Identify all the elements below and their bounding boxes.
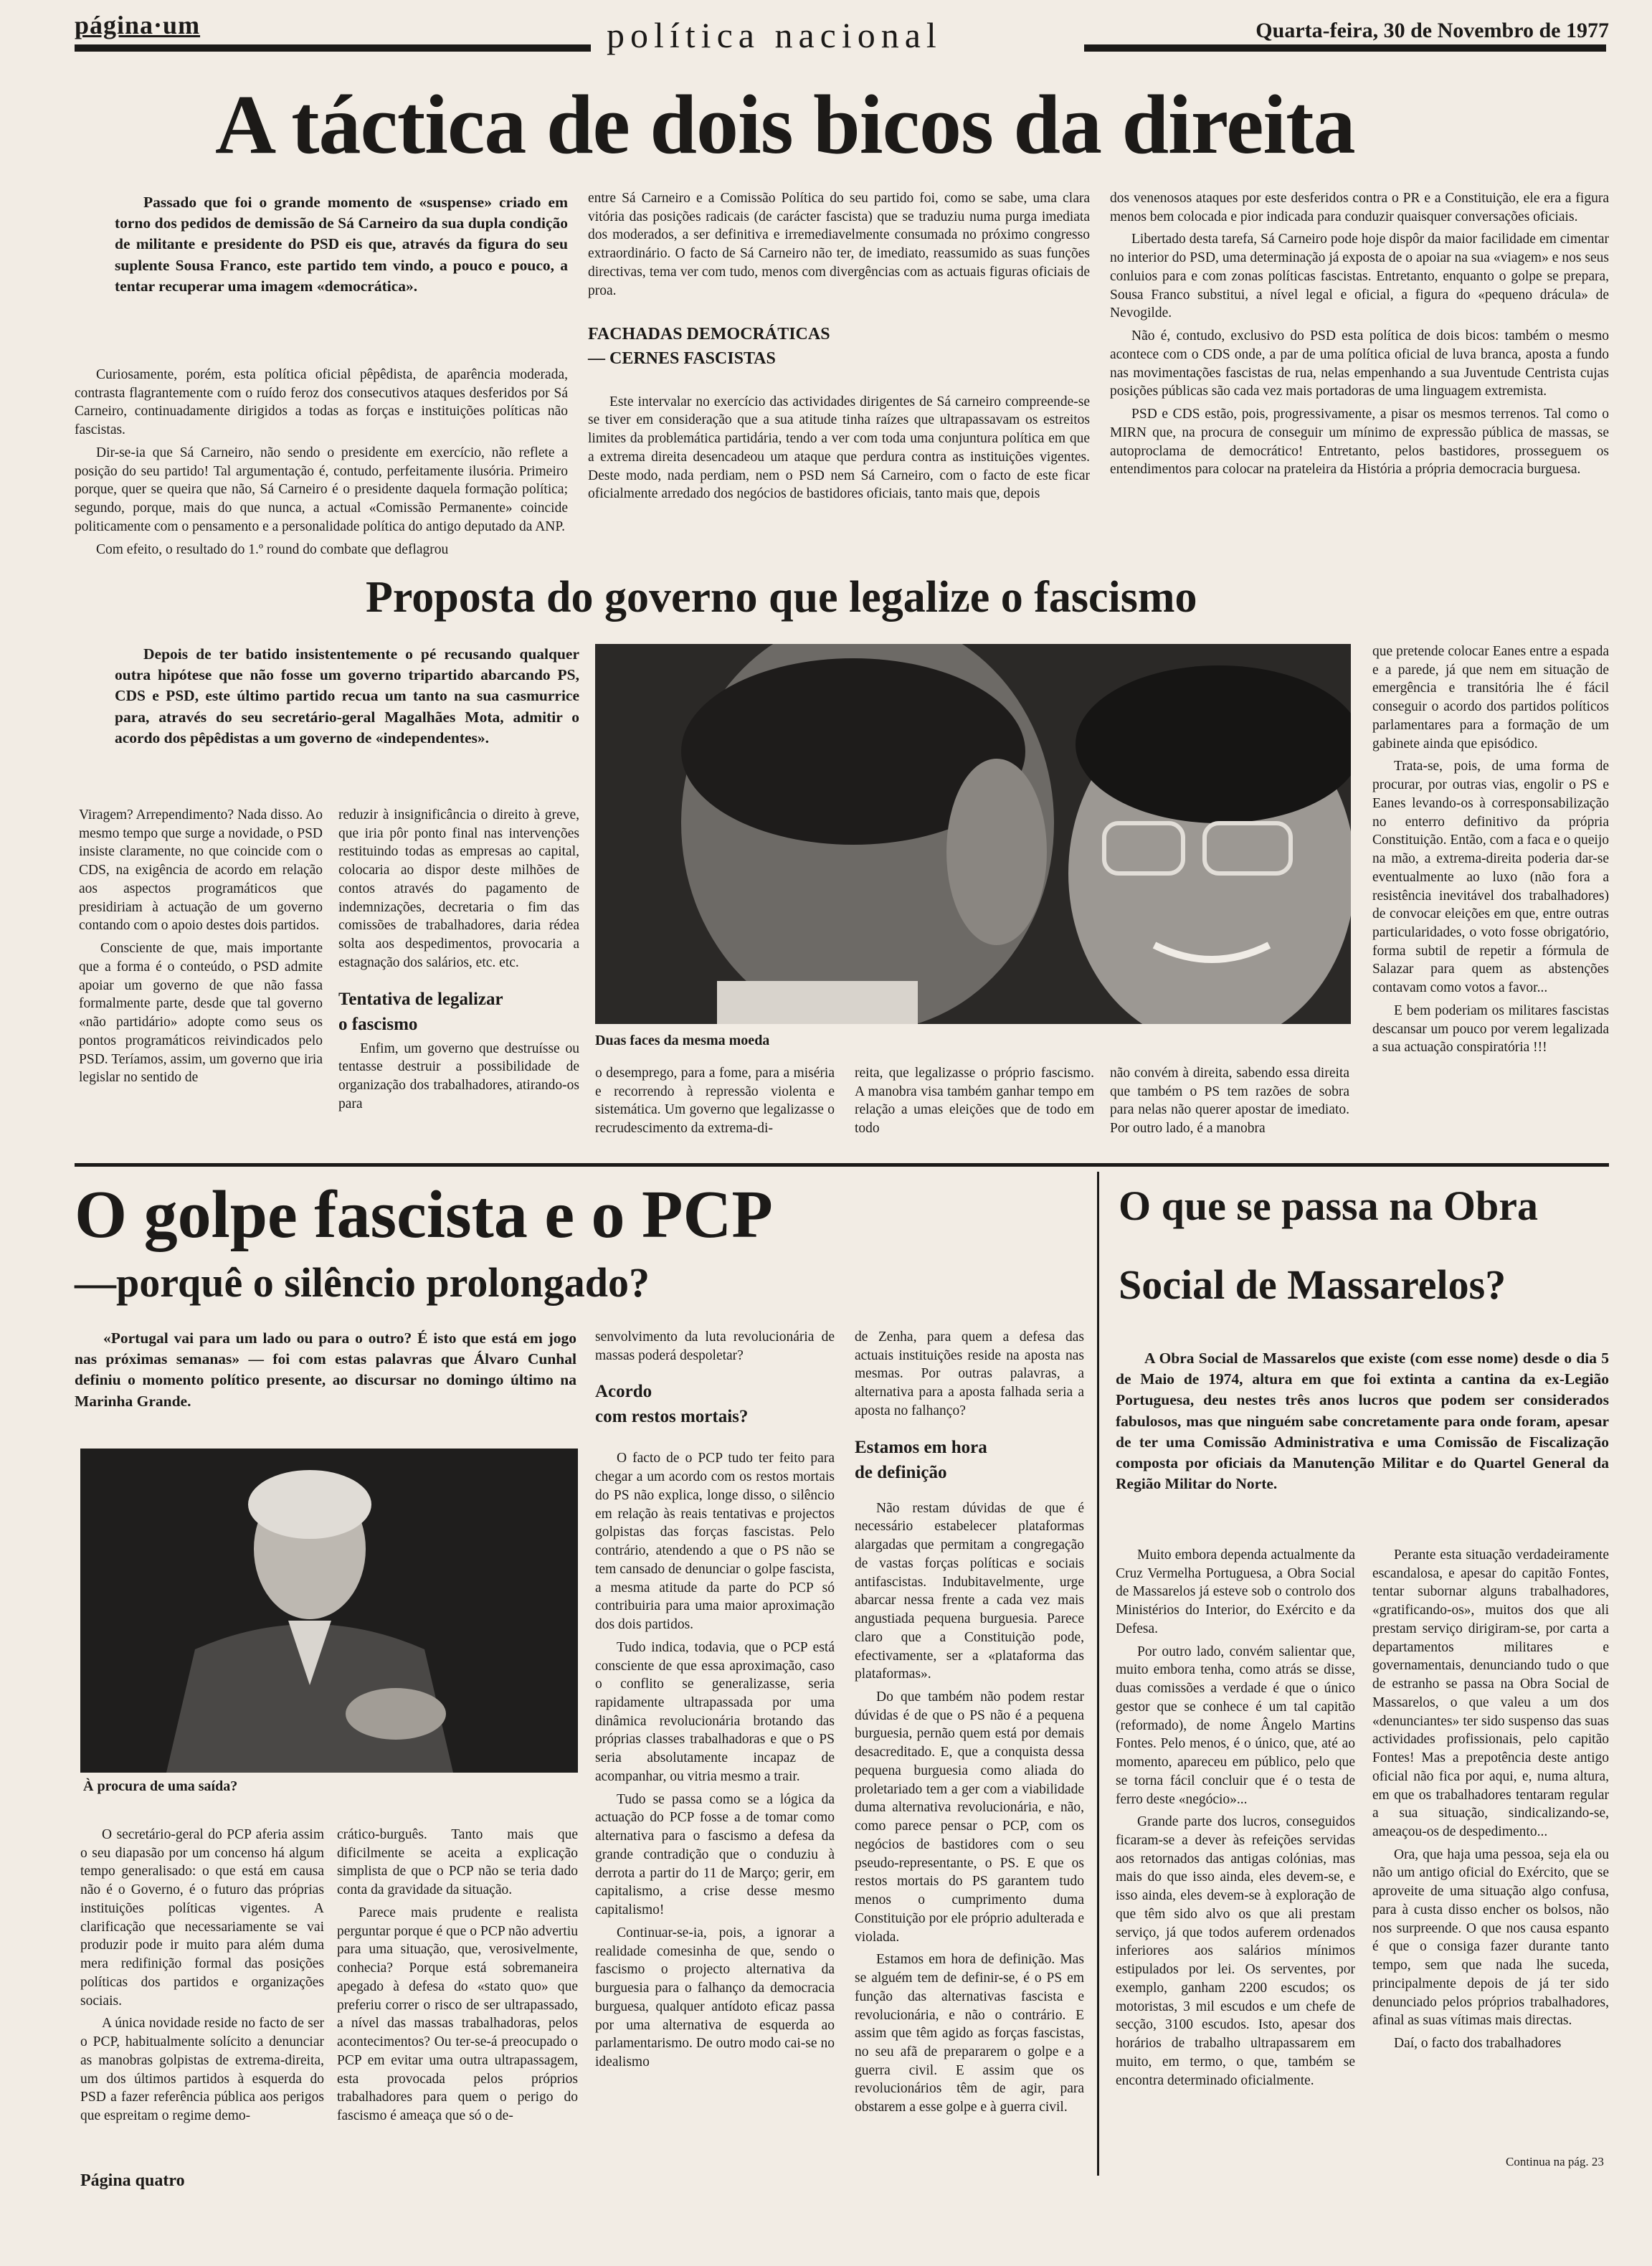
article2-col1: Viragem? Arrependimento? Nada disso. Ao mesmo tempo que surge a novidade, o PSD insiste claramente, no que coincide com o CDS, na exigência de acordo em relação aos aspectos programáticos que presidiriam à actuação de um governo contando com o apoio destes dois partidos. Consciente de que, mais importante que a forma é o conteúdo, o PSD admite apoiar um governo de que não fassa formalmente parte, desde que tal governo «não partidário» adopte como seus os pontos programáticos reivindicados pelo PSD. Teríamos, assim, um governo que iria legislar no sentido de <box>79 807 323 1086</box>
photo-two-men <box>595 644 1351 1024</box>
photo-illustration <box>80 1449 578 1773</box>
article3-subhead-acordo: Acordo <box>595 1382 652 1402</box>
page-label: Página quatro <box>80 2171 185 2190</box>
article2-subhead-2: o fascismo <box>338 1014 418 1034</box>
article1-col1: Curiosamente, porém, esta política oficial pêpêdista, de aparência moderada, contrasta flagrantemente com o ruído feroz dos consecutivos ataques desferidos por Sá Carneiro, continuadamente dirigidos a todas as forças e instituições políticas não fascistas. Dir-se-ia que Sá Carneiro, não sendo o presidente em exercício, não reflete a posição do seu partido! Tal argumentação é, contudo, perfeitamente ilusória. Primeiro porque, quer se queira que não, Sá Carneiro é o presidente daquela formação política; segundo, porque, mais do que nunca, a actual «Comissão Permanente» coincide politicamente com o pensamento e a personalidade política do antigo deputado da ANP. Com efeito, o resultado do 1.º round do combate que deflagrou <box>75 367 568 557</box>
article1-col2: entre Sá Carneiro e a Comissão Política do seu partido foi, como se sabe, uma clara vitória das posições radicais (de carácter fascista) que se traduziu numa purga imediata dos moderados, a ser definitiva e irremediavelmente consumada no próximo congresso extraordinário. O facto de Sá Carneiro não ter, de imediato, reassumido as suas funções directivas, tema ver com tudo, menos com divergências com as actuais figuras oficiais de proa. FACHADAS DEMOCRÁTICAS — CERNES FASCISTAS Este intervalar no exercício das actividades dirigentes de Sá carneiro compreende-se se tiver em consideração que a sua atitude tinha raízes que ultrapassavam os estreitos limites da problemática partidária, tendo a ver com toda uma conjuntura política em que a extrema direita desencadeou um ataque que perdura contra as instituições vigentes. Deste modo, nada perdiam, nem o PSD nem Sá Carneiro, com o facto de este ficar oficialmente arredado dos negócios de bastidores oficiais, tanto mais que, depois <box>588 191 1090 502</box>
article4-col1: Muito embora dependa actualmente da Cruz Vermelha Portuguesa, a Obra Social de Massarelos já esteve sob o controlo dos Ministérios do Interior, do Exército e da Defesa. Por outro lado, convém salientar que, muito embora tenha, como atrás se disse, duas comissões a verdade é que o único gestor que se conhece é um tal capitão (reformado), de nome Ângelo Martins Fontes. Pelo menos, é o único, que, até ao momento, apareceu em público, pelo que se torna fácil concluir que é o testa de ferro deste «negócio»... Grande parte dos lucros, conseguidos ficaram-se a dever às refeições servidas aos retornados das antigas colónias, mas mais do que isso ainda, eles devem-se, e isso ainda, eles devem-se à exploração de que têm sido alvo os que ali prestam serviço, já que todos auferem ordenados inferiores aos salários mínimos estipulados por lei. Os serventes, por exemplo, ganham 2200 escudos; os motoristas, 3 mil escudos e um chefe de secção, 3100 escudos. Isto, apesar dos horários de trabalho ultrapassarem em muito, em termo, o que, também se encontra determinado oficialmente. <box>1116 1547 1355 2088</box>
article3-subhead-restos: com restos mortais? <box>595 1407 749 1427</box>
photo-illustration <box>595 644 1351 1024</box>
article1-subhead-1: FACHADAS DEMOCRÁTICAS <box>588 325 830 344</box>
photo-caption-procura: À procura de uma saída? <box>83 1778 238 1794</box>
article2-subhead-1: Tentativa de legalizar <box>338 989 503 1009</box>
article3-col3: senvolvimento da luta revolucionária de massas poderá despoletar? Acordo com restos mortais? O facto de o PCP tudo ter feito para chegar a um acordo com os restos mortais do PS não explica, longe disso, o silêncio em relação às reais tentativas e projectos golpistas das forças fascistas. Pelo contrário, atendendo a que o PS não se tem cansado de denunciar o golpe fascista, a mesma atitude da parte do PCP só contribuiria para uma maior aproximação dos dois partidos. Tudo indica, todavia, que o PCP está consciente de que essa aproximação, caso o conflito se generalizasse, seria rapidamente ultrapassada por uma dinâmica revolucionária brotando das próprias classes trabalhadoras e que o PS seria absolutamente incapaz de acompanhar, ou vitria mesmo a trair. Tudo se passa como se a lógica da actuação do PCP fosse a de tomar como alternativa para o fascismo a defesa da grande contradição que o conduziu à derrota a partir do 11 de Março; gerir, em capitalismo, a crise desse mesmo capitalismo! Continuar-se-ia, pois, a ignorar a realidade comesinha de que, sendo o fascismo o projecto alternativa da burguesia para o falhanço da democracia burguesa, qualquer antídoto eficaz passa por uma alternativa de esquerda ao parlamentarismo. De outro modo cai-se no idealismo <box>595 1329 835 2070</box>
masthead-rule-right <box>1084 44 1606 52</box>
article1-lead: Passado que foi o grande momento de «suspense» criado em torno dos pedidos de demissão de Sá Carneiro da sua dupla condição de militante e presidente do PSD eis que, através da figura do seu suplente Sousa Franco, este partido tem vindo, a pouco e pouco, a tentar recuperar uma imagem «democrática». <box>115 194 568 295</box>
article2-col5: não convém à direita, sabendo essa direita que também o PS tem razões de sobra para nelas não querer apostar de imediato. Por outro lado, é a manobra <box>1110 1066 1349 1137</box>
article2-lead: Depois de ter batido insistentemente o pé recusando qualquer outra hipótese que não fosse um governo tripartido abarcando PS, CDS e PSD, este último partido recua um tanto na sua casmurrice para, através do seu secretário-geral Magalhães Mota, admitir o acordo dos pêpêdistas a um governo de «independentes». <box>115 645 579 746</box>
article3-col1: O secretário-geral do PCP aferia assim o seu diapasão por um concenso há algum tempo generalisado: o que está em causa não é o Governo, é o futuro das próprias instituições políticas vigentes. A clarificação que necessariamente se vai produzir pode ir muito para além duma mera redifinição formal das posições políticas dos partidos e organizações sociais. A única novidade reside no facto de ser o PCP, habitualmente solícito a denunciar as manobras golpistas de extrema-direita, um dos últimos partidos à esquerda do PSD a fazer referência pública aos perigos que espreitam o regime demo- <box>80 1827 324 2124</box>
article3-headline: O golpe fascista e o PCP <box>75 1177 773 1252</box>
article2-col6: que pretende colocar Eanes entre a espada e a parede, já que nem em situação de emergência e transitória lhe é fácil conseguir o acordo dos partidos políticos parlamentares para a formação de um gabinete ainda que episódico. Trata-se, pois, de uma forma de procurar, por outras vias, engolir o PS e Eanes levando-os à corresponsabilização no enterro definitivo da própria Constituição. Então, com a faca e o queijo na mão, a extrema-direita poderia dar-se eventualmente ao luxo (não fora a resistência inevitável dos trabalhadores) de convocar eleições em que, entre outras particularidades, o voto fosse obrigatório, forma subtil de repetir a fórmula de Salazar para quem as abstenções contavam como votos a favor... E bem poderiam os militares fascistas descansar um pouco por verem legalizada a sua actuação conspiratória !!! <box>1372 644 1609 1056</box>
issue-date: Quarta-feira, 30 de Novembro de 1977 <box>1255 19 1609 42</box>
article3-col4: de Zenha, para quem a defesa das actuais instituições reside na aposta nas mesmas. Por outras palavras, a alternativa para a aposta falhada seria a aposta no falhanço? Estamos em hora de definição Não restam dúvidas de que é necessário estabelecer plataformas alargadas que permitam a congregação de vastas forças políticas e sociais antifascistas. Indubitavelmente, urge abarcar nessa frente a cada vez mais angustiada pequena burguesia. Parece claro que a Constituição pode, efectivamente, ser a «plataforma das plataformas». Do que também não podem restar dúvidas é de que o PS não é a pequena burguesia, pernão quem está por demais desacreditado. E, que a conquista dessa pequena burguesia como aliada do proletariado tem a ger com a viabilidade duma alternativa revolucionária, e não, como parece pensar o PCP, com os negócios de bastidores com o seu pseudo-representante, o PS. E que os restos mortais do PS garantem tudo menos o cumprimento duma Constituição por ele próprio adulterada e violada. Estamos em hora de definição. Mas se alguém tem de definir-se, é o PS em função das alternativas fascista e revolucionária, e não o contrário. E assim que têm agido as forças fascistas, no seu afã de prepararem o golpe e a guerra civil. E assim que os revolucionários têm de agir, para obstarem a esse golpe e à guerra civil. <box>855 1329 1084 2115</box>
article3-subhead-definicao: de definição <box>855 1462 947 1482</box>
article3-col2: crático-burguês. Tanto mais que dificilmente se aceita a explicação simplista de que o PCP não se teria dado conta da gravidade da situação. Parece mais prudente e realista perguntar porque é que o PCP não advertiu para uma situação, que, verosivelmente, conhecia? Porque está sobremaneira apegado à defesa do «stato quo» que preferiu correr o risco de ser ultrapassado, a nível das massas trabalhadoras, pelos acontecimentos? Ou ter-se-á preocupado o PCP em evitar uma outra ultrapassagem, esta provocada pelos próprios trabalhadores para quem o perigo do fascismo é ameaça que só o de- <box>337 1827 578 2124</box>
article3-lead: «Portugal vai para um lado ou para o outro? É isto que está em jogo nas próximas semanas» — foi com estas palavras que Álvaro Cunhal definiu o momento político presente, ao discursar no domingo último na Marinha Grande. <box>75 1329 576 1410</box>
article2-col2: reduzir à insignificância o direito à greve, que iria pôr ponto final nas intervenções restituindo todas as empresas ao capital, colocaria ao dispor deste milhões de contos através do pagamento de indemnizações, decretaria o fim das comissões de trabalhadores, daria rédea solta aos despedimentos, provocaria a estagnação dos salários, etc. etc. Tentativa de legalizar o fascismo Enfim, um governo que destruísse ou tentasse destruir a possibilidade de organização dos trabalhadores, atirando-os para <box>338 807 579 1111</box>
article1-subhead-2: — CERNES FASCISTAS <box>588 349 776 368</box>
column-divider-vertical <box>1097 1172 1099 2176</box>
article2-col4: reita, que legalizasse o próprio fascismo. A manobra visa também ganhar tempo em relação a umas eleições que de todo em todo <box>855 1066 1094 1137</box>
article3-subhead-hora: Estamos em hora <box>855 1437 987 1457</box>
paper-name: página·um <box>75 11 201 39</box>
main-headline: A táctica de dois bicos da direita <box>215 77 1355 171</box>
article2-col3: o desemprego, para a fome, para a miséria e recorrendo à repressão violenta e sistemática. Um governo que legalizasse o recrudescimento da extrema-di- <box>595 1066 835 1137</box>
article3-subheadline: —porquê o silêncio prolongado? <box>75 1259 650 1306</box>
continued-note: Continua na pág. 23 <box>1506 2155 1604 2168</box>
photo-caption-duas-faces: Duas faces da mesma moeda <box>595 1033 770 1048</box>
section-title: política nacional <box>607 15 942 55</box>
masthead-rule-left <box>75 44 591 52</box>
article1-col3: dos venenosos ataques por este desferidos contra o PR e a Constituição, ele era a figura menos bem colocada e pior indicada para conduzir quaisquer conversações oficiais. Libertado desta tarefa, Sá Carneiro pode hoje dispôr da maior facilidade em cimentar no interior do PSD, uma determinação já exposta de o apoiar na sua «viagem» e nos seus conluios para e com zonas políticas fascistas. Entretanto, enquanto o golpe se prepara, Sousa Franco substitui, a nível legal e oficial, a figura do «pequeno drácula» de Nevogilde. Não é, contudo, exclusivo do PSD esta política de dois bicos: também o mesmo acontece com o CDS onde, a par de uma política oficial de luva branca, aposta a fundo nas movimentações fascistas de rua, nelas empenhando a sua Juventude Centrista cujas posições públicas são cada vez mais portadoras de uma linguagem extremista. PSD e CDS estão, pois, progressivamente, a pisar os mesmos terrenos. Tal como o MIRN que, na procura de conseguir um mínimo de expressão pública de massas, se autoproclama de democrático! Entretanto, pelos bastidores, prosseguem os entendimentos para colocar na prateleira da História a própria democracia burguesa. <box>1110 191 1609 478</box>
article2-headline: Proposta do governo que legalize o fascismo <box>366 573 1197 622</box>
article4-headline: O que se passa na Obra <box>1119 1182 1538 1229</box>
section-divider <box>75 1163 1609 1167</box>
photo-cunhal <box>80 1449 578 1773</box>
article4-headline-line2: Social de Massarelos? <box>1119 1261 1506 1308</box>
article4-lead: A Obra Social de Massarelos que existe (com esse nome) desde o dia 5 de Maio de 1974, altura em que foi extinta a cantina da ex-Legião Portuguesa, deu nestes três anos lucros que podem ser considerados fabulosos, mas que ninguém sabe concretamente para onde foram, apesar de ter uma Comissão Administrativa e uma Comissão de Fiscalização composta por oficiais da Manutenção Militar e do Quartel General da Região Militar do Norte. <box>1116 1350 1609 1493</box>
article4-col2: Perante esta situação verdadeiramente escandalosa, e apesar do capitão Fontes, tentar subornar alguns trabalhadores, «gratificando-os», muitos dos que ali prestam serviço dirigiram-se, por carta a departamentos militares e governamentais, denunciando tudo o que de estranho se passa na Obra Social de Massarelos, o que valeu a um dos «denunciantes» ter sido suspenso das suas actividades profissionais, pelo capitão Fontes! Mas a prepotência deste antigo oficial não fica por aqui, e, numa altura, em que os trabalhadores tentaram regular a sua situação, sindicalizando-se, ameaçou-os de despedimento... Ora, que haja uma pessoa, seja ela ou não um antigo oficial do Exército, que se aproveite de uma situação algo confusa, para à custa disso encher os bolsos, não nos surpreende. O que nos causa espanto é que o consiga fazer durante tanto tempo, sem que nada lhe suceda, principalmente depois de já ter sido denunciado pelos próprios trabalhadores, afinal as suas vítimas mais directas. Daí, o facto dos trabalhadores <box>1372 1547 1609 2052</box>
